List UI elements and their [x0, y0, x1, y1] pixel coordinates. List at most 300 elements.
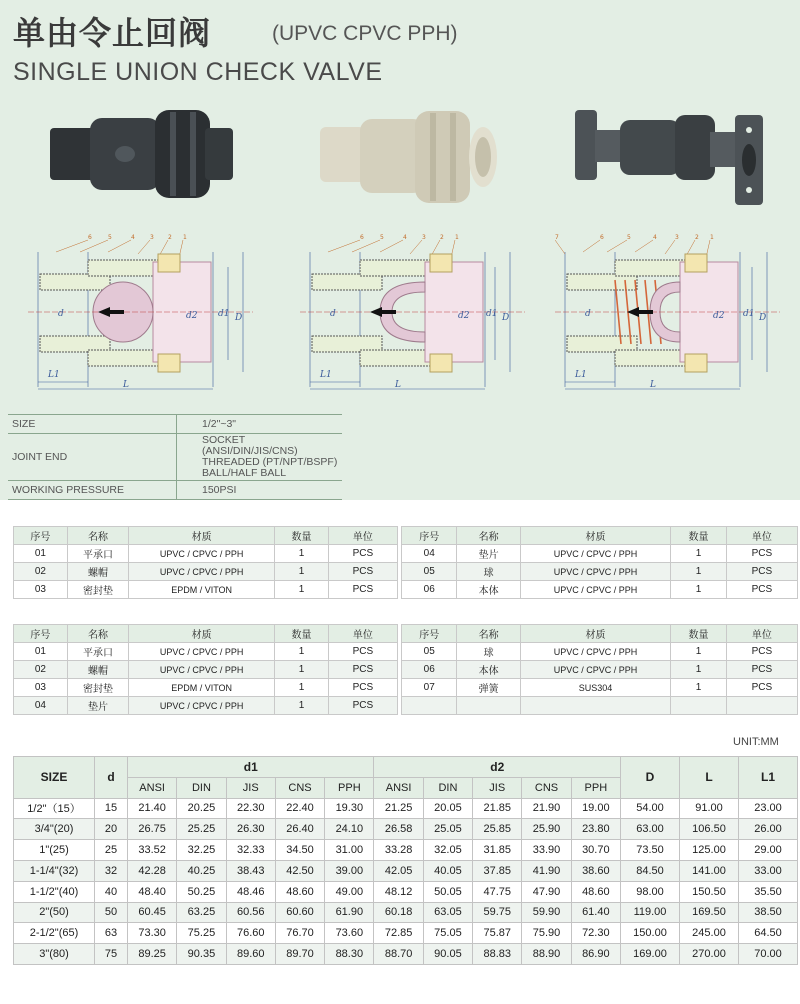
table-cell: 02 [14, 563, 68, 581]
table-cell: 75.25 [177, 923, 226, 944]
table-cell: 1 [275, 545, 329, 563]
table-row [14, 798, 798, 819]
callout-1: 1 [455, 234, 459, 241]
table-cell: UPVC / CPVC / PPH [520, 581, 670, 599]
table-cell: 89.70 [275, 944, 324, 965]
table-cell: 1 [671, 679, 726, 697]
table-cell: 04 [402, 545, 457, 563]
callout-6: 6 [600, 234, 604, 241]
section-diagram-spring [555, 232, 785, 397]
table-cell: 60.18 [374, 902, 423, 923]
table-row [402, 545, 798, 563]
table-cell: 60.45 [128, 902, 177, 923]
table-cell: 22.30 [226, 798, 275, 819]
table-cell: 141.00 [680, 860, 739, 881]
table-cell: 1 [671, 563, 726, 581]
table-cell: 密封垫 [67, 679, 128, 697]
table-cell: 螺帽 [67, 563, 128, 581]
table-cell: 本体 [457, 661, 520, 679]
callout-7: 7 [555, 234, 559, 241]
label-D: D [502, 313, 510, 323]
table-cell [671, 697, 726, 715]
label-D: D [235, 313, 243, 323]
table-cell: 06 [402, 661, 457, 679]
label-d1: d1 [218, 309, 230, 319]
table-cell: 76.60 [226, 923, 275, 944]
label-D: D [759, 313, 767, 323]
parts-header-cell: 序号 [402, 625, 457, 643]
table-row [14, 661, 398, 679]
label-d2: d2 [186, 311, 198, 321]
size-cell: 1/2"（15） [14, 798, 95, 819]
spec-value-line: SOCKET (ANSI/DIN/JIS/CNS) [202, 434, 298, 457]
parts-table-4 [401, 624, 798, 715]
spec-label: JOINT END [8, 434, 177, 481]
table-cell: 球 [457, 563, 520, 581]
table-cell: UPVC / CPVC / PPH [520, 545, 670, 563]
table-cell: EPDM / VITON [129, 581, 275, 599]
valve-photo-pph-flanged [570, 100, 770, 220]
table-cell: 38.60 [571, 860, 620, 881]
table-cell: 01 [14, 545, 68, 563]
table-cell: 33.52 [128, 840, 177, 861]
table-cell: 61.90 [325, 902, 374, 923]
label-L: L [123, 380, 129, 390]
parts-header-cell: 材质 [520, 625, 670, 643]
table-cell: PCS [328, 545, 397, 563]
table-cell: 25.90 [522, 819, 571, 840]
callout-3: 3 [675, 234, 679, 241]
spec-value-line: THREADED (PT/NPT/BSPF) [202, 456, 338, 468]
col-standard-cns: CNS [522, 777, 571, 798]
table-cell: 42.50 [275, 860, 324, 881]
table-cell: 05 [402, 643, 457, 661]
parts-header-row [14, 527, 398, 545]
table-cell: 32.05 [423, 840, 472, 861]
spec-row-joint-end [8, 434, 342, 481]
table-cell: PCS [726, 679, 797, 697]
table-cell: 47.75 [473, 881, 522, 902]
col-standard-din: DIN [423, 777, 472, 798]
table-cell: 21.90 [522, 798, 571, 819]
label-L: L [395, 380, 401, 390]
table-cell: 88.30 [325, 944, 374, 965]
table-cell: 63.05 [423, 902, 472, 923]
table-cell: UPVC / CPVC / PPH [129, 697, 275, 715]
table-cell: 84.50 [621, 860, 680, 881]
table-cell: 35.50 [739, 881, 798, 902]
parts-header-cell: 序号 [14, 527, 68, 545]
table-cell: 20.25 [177, 798, 226, 819]
parts-header-cell: 材质 [520, 527, 670, 545]
table-cell: SUS304 [520, 679, 670, 697]
table-cell: 03 [14, 581, 68, 599]
table-cell: 球 [457, 643, 520, 661]
col-L: L [680, 757, 739, 799]
table-cell: 19.00 [571, 798, 620, 819]
table-cell: 50.25 [177, 881, 226, 902]
table-cell: 49.00 [325, 881, 374, 902]
label-d1: d1 [743, 309, 755, 319]
label-L: L [650, 380, 656, 390]
table-cell: 垫片 [457, 545, 520, 563]
col-L1: L1 [739, 757, 798, 799]
parts-header-cell: 名称 [67, 625, 128, 643]
table-cell: 64.50 [739, 923, 798, 944]
parts-table-3 [13, 624, 398, 715]
table-cell: 23.00 [739, 798, 798, 819]
table-cell: 75.05 [423, 923, 472, 944]
table-cell: 05 [402, 563, 457, 581]
spec-label: SIZE [8, 415, 177, 434]
table-cell: 25.85 [473, 819, 522, 840]
table-cell: 25.05 [423, 819, 472, 840]
col-size: SIZE [14, 757, 95, 799]
table-row [14, 581, 398, 599]
table-cell: 20.05 [423, 798, 472, 819]
table-cell: 密封垫 [67, 581, 128, 599]
table-cell: 40.05 [423, 860, 472, 881]
callout-2: 2 [168, 234, 172, 241]
table-cell: 04 [14, 697, 68, 715]
table-cell: 48.40 [128, 881, 177, 902]
label-d1: d1 [486, 309, 498, 319]
table-cell: 37.85 [473, 860, 522, 881]
table-cell: PCS [328, 581, 397, 599]
table-cell: 61.40 [571, 902, 620, 923]
table-cell: PCS [726, 661, 797, 679]
table-cell: 90.05 [423, 944, 472, 965]
label-d: d [330, 309, 336, 319]
table-cell: 1 [671, 545, 726, 563]
table-cell: 59.75 [473, 902, 522, 923]
parts-header-cell: 单位 [328, 625, 397, 643]
table-cell: 1 [275, 581, 329, 599]
valve-photo-cpvc [315, 105, 500, 215]
table-cell: 63.25 [177, 902, 226, 923]
table-cell: 150.00 [621, 923, 680, 944]
table-cell: UPVC / CPVC / PPH [129, 661, 275, 679]
col-D: D [621, 757, 680, 799]
table-row [14, 643, 398, 661]
table-cell: 26.58 [374, 819, 423, 840]
size-cell: 3/4"(20) [14, 819, 95, 840]
table-cell: 螺帽 [67, 661, 128, 679]
table-cell: 32.25 [177, 840, 226, 861]
table-row [402, 697, 798, 715]
table-cell: 73.60 [325, 923, 374, 944]
table-row [14, 902, 798, 923]
table-cell: 125.00 [680, 840, 739, 861]
table-cell: 平承口 [67, 545, 128, 563]
parts-header-cell: 数量 [671, 527, 726, 545]
table-cell: UPVC / CPVC / PPH [129, 563, 275, 581]
parts-header-cell: 名称 [67, 527, 128, 545]
size-cell: 1"(25) [14, 840, 95, 861]
col-standard-ansi: ANSI [128, 777, 177, 798]
parts-header-cell: 数量 [671, 625, 726, 643]
table-cell: 88.70 [374, 944, 423, 965]
table-cell: 39.00 [325, 860, 374, 881]
dims-body [14, 798, 798, 964]
table-cell: PCS [328, 643, 397, 661]
col-standard-cns: CNS [275, 777, 324, 798]
table-cell: 21.40 [128, 798, 177, 819]
table-cell: 1 [275, 563, 329, 581]
table-cell: 47.90 [522, 881, 571, 902]
callout-3: 3 [150, 234, 154, 241]
table-cell: 169.50 [680, 902, 739, 923]
callout-5: 5 [108, 234, 112, 241]
table-cell: 22.40 [275, 798, 324, 819]
table-cell: 88.83 [473, 944, 522, 965]
callout-4: 4 [403, 234, 407, 241]
table-cell: 119.00 [621, 902, 680, 923]
table-cell: 31.00 [325, 840, 374, 861]
table-row [14, 545, 398, 563]
table-cell: 60.60 [275, 902, 324, 923]
table-cell: 26.40 [275, 819, 324, 840]
table-cell: 1 [671, 661, 726, 679]
callout-1: 1 [183, 234, 187, 241]
callout-5: 5 [627, 234, 631, 241]
label-L1: L1 [48, 370, 60, 380]
col-standard-ansi: ANSI [374, 777, 423, 798]
table-cell: UPVC / CPVC / PPH [520, 643, 670, 661]
parts-header-row [402, 527, 798, 545]
table-cell: 150.50 [680, 881, 739, 902]
col-d: d [95, 757, 128, 799]
table-cell: PCS [328, 661, 397, 679]
table-cell: 1 [275, 661, 329, 679]
table-row [14, 944, 798, 965]
callout-2: 2 [695, 234, 699, 241]
label-d2: d2 [458, 311, 470, 321]
callout-6: 6 [88, 234, 92, 241]
table-cell: 72.85 [374, 923, 423, 944]
table-cell: 本体 [457, 581, 520, 599]
table-cell: 54.00 [621, 798, 680, 819]
table-cell: 91.00 [680, 798, 739, 819]
table-cell: 75 [95, 944, 128, 965]
table-cell: UPVC / CPVC / PPH [520, 661, 670, 679]
callout-3: 3 [422, 234, 426, 241]
spec-value: 1/2"~3" [177, 415, 343, 434]
page-title-cn: 单由令止回阀 [13, 14, 212, 52]
table-cell [457, 697, 520, 715]
parts-header-cell: 单位 [726, 527, 797, 545]
table-cell: 1 [275, 697, 329, 715]
table-cell: 98.00 [621, 881, 680, 902]
table-cell: 21.25 [374, 798, 423, 819]
table-cell: 07 [402, 679, 457, 697]
table-cell: 33.00 [739, 860, 798, 881]
table-cell: 32 [95, 860, 128, 881]
spec-table [8, 414, 342, 500]
label-d: d [585, 309, 591, 319]
parts-header-row [14, 625, 398, 643]
col-standard-pph: PPH [325, 777, 374, 798]
table-row [402, 661, 798, 679]
table-cell: 32.33 [226, 840, 275, 861]
table-cell: 33.28 [374, 840, 423, 861]
col-standard-pph: PPH [571, 777, 620, 798]
table-cell: 26.30 [226, 819, 275, 840]
label-d2: d2 [713, 311, 725, 321]
table-cell: 34.50 [275, 840, 324, 861]
table-cell: PCS [328, 563, 397, 581]
col-d1: d1 [128, 757, 374, 778]
table-cell: 19.30 [325, 798, 374, 819]
parts-header-cell: 数量 [275, 527, 329, 545]
table-cell: 89.60 [226, 944, 275, 965]
valve-photo-upvc [45, 100, 245, 210]
table-row [402, 563, 798, 581]
table-cell: 41.90 [522, 860, 571, 881]
table-row [14, 923, 798, 944]
table-cell: 弹簧 [457, 679, 520, 697]
table-cell: 24.10 [325, 819, 374, 840]
size-cell: 1-1/2"(40) [14, 881, 95, 902]
table-cell: 1 [275, 679, 329, 697]
table-cell: 73.30 [128, 923, 177, 944]
table-cell: 42.28 [128, 860, 177, 881]
table-row [402, 581, 798, 599]
parts-header-cell: 序号 [402, 527, 457, 545]
table-cell: UPVC / CPVC / PPH [520, 563, 670, 581]
table-row [14, 819, 798, 840]
table-cell: PCS [726, 581, 797, 599]
table-cell: PCS [328, 697, 397, 715]
table-cell: 48.12 [374, 881, 423, 902]
table-cell: 48.60 [571, 881, 620, 902]
parts-header-cell: 单位 [328, 527, 397, 545]
table-cell: 42.05 [374, 860, 423, 881]
table-cell: 平承口 [67, 643, 128, 661]
table-cell: 25.25 [177, 819, 226, 840]
table-row [14, 697, 398, 715]
table-cell: 1 [671, 643, 726, 661]
spec-row-working-pressure [8, 481, 342, 500]
table-row [402, 679, 798, 697]
table-cell: 33.90 [522, 840, 571, 861]
dimensions-table [13, 756, 798, 965]
table-cell: 270.00 [680, 944, 739, 965]
table-cell: 1 [275, 643, 329, 661]
table-row [14, 679, 398, 697]
table-cell: 26.75 [128, 819, 177, 840]
table-cell: 03 [14, 679, 68, 697]
size-cell: 2-1/2"(65) [14, 923, 95, 944]
callout-2: 2 [440, 234, 444, 241]
col-d2: d2 [374, 757, 621, 778]
label-L1: L1 [320, 370, 332, 380]
table-cell: EPDM / VITON [129, 679, 275, 697]
table-cell: 63 [95, 923, 128, 944]
spec-value [177, 434, 343, 481]
table-cell: 21.85 [473, 798, 522, 819]
spec-value-line: BALL/HALF BALL [202, 467, 287, 479]
callout-4: 4 [653, 234, 657, 241]
table-cell: 01 [14, 643, 68, 661]
table-cell: 40.25 [177, 860, 226, 881]
parts-header-cell: 名称 [457, 527, 520, 545]
parts-header-cell: 单位 [726, 625, 797, 643]
table-cell: 15 [95, 798, 128, 819]
spec-label: WORKING PRESSURE [8, 481, 177, 500]
callout-4: 4 [131, 234, 135, 241]
table-cell: 86.90 [571, 944, 620, 965]
table-cell: 70.00 [739, 944, 798, 965]
table-cell: 06 [402, 581, 457, 599]
dims-header-row [14, 757, 798, 778]
table-cell [726, 697, 797, 715]
table-row [14, 840, 798, 861]
table-cell: 38.43 [226, 860, 275, 881]
table-cell: 1 [671, 581, 726, 599]
table-cell: 23.80 [571, 819, 620, 840]
table-cell: 垫片 [67, 697, 128, 715]
size-cell: 2"(50) [14, 902, 95, 923]
table-cell: 50.05 [423, 881, 472, 902]
parts-table-2 [401, 526, 798, 599]
table-cell: 90.35 [177, 944, 226, 965]
table-cell: 48.60 [275, 881, 324, 902]
section-diagram-half-ball [300, 232, 530, 397]
table-cell: 20 [95, 819, 128, 840]
table-cell: 73.50 [621, 840, 680, 861]
size-cell: 1-1/4"(32) [14, 860, 95, 881]
page-title-materials: (UPVC CPVC PPH) [272, 22, 458, 45]
table-cell: 89.25 [128, 944, 177, 965]
spec-row-size [8, 415, 342, 434]
page-title-en: SINGLE UNION CHECK VALVE [13, 58, 383, 86]
parts-header-cell: 数量 [275, 625, 329, 643]
label-d: d [58, 309, 64, 319]
unit-label: UNIT:MM [733, 736, 779, 748]
table-cell: 75.87 [473, 923, 522, 944]
callout-1: 1 [710, 234, 714, 241]
table-cell: 169.00 [621, 944, 680, 965]
parts-header-cell: 名称 [457, 625, 520, 643]
col-standard-din: DIN [177, 777, 226, 798]
spec-value: 150PSI [177, 481, 343, 500]
parts-header-cell: 材质 [129, 625, 275, 643]
table-cell: 02 [14, 661, 68, 679]
table-row [14, 860, 798, 881]
table-row [14, 881, 798, 902]
table-cell: 245.00 [680, 923, 739, 944]
table-cell: 31.85 [473, 840, 522, 861]
table-cell: 29.00 [739, 840, 798, 861]
parts-header-cell: 序号 [14, 625, 68, 643]
table-row [14, 563, 398, 581]
table-cell: PCS [328, 679, 397, 697]
table-cell: 50 [95, 902, 128, 923]
table-cell: 48.46 [226, 881, 275, 902]
col-standard-jis: JIS [473, 777, 522, 798]
callout-5: 5 [380, 234, 384, 241]
parts-header-cell: 材质 [129, 527, 275, 545]
table-cell: PCS [726, 643, 797, 661]
table-cell: 106.50 [680, 819, 739, 840]
table-cell [520, 697, 670, 715]
table-cell: 75.90 [522, 923, 571, 944]
table-cell: 76.70 [275, 923, 324, 944]
section-diagram-ball [28, 232, 258, 397]
table-cell: 40 [95, 881, 128, 902]
table-cell: 72.30 [571, 923, 620, 944]
